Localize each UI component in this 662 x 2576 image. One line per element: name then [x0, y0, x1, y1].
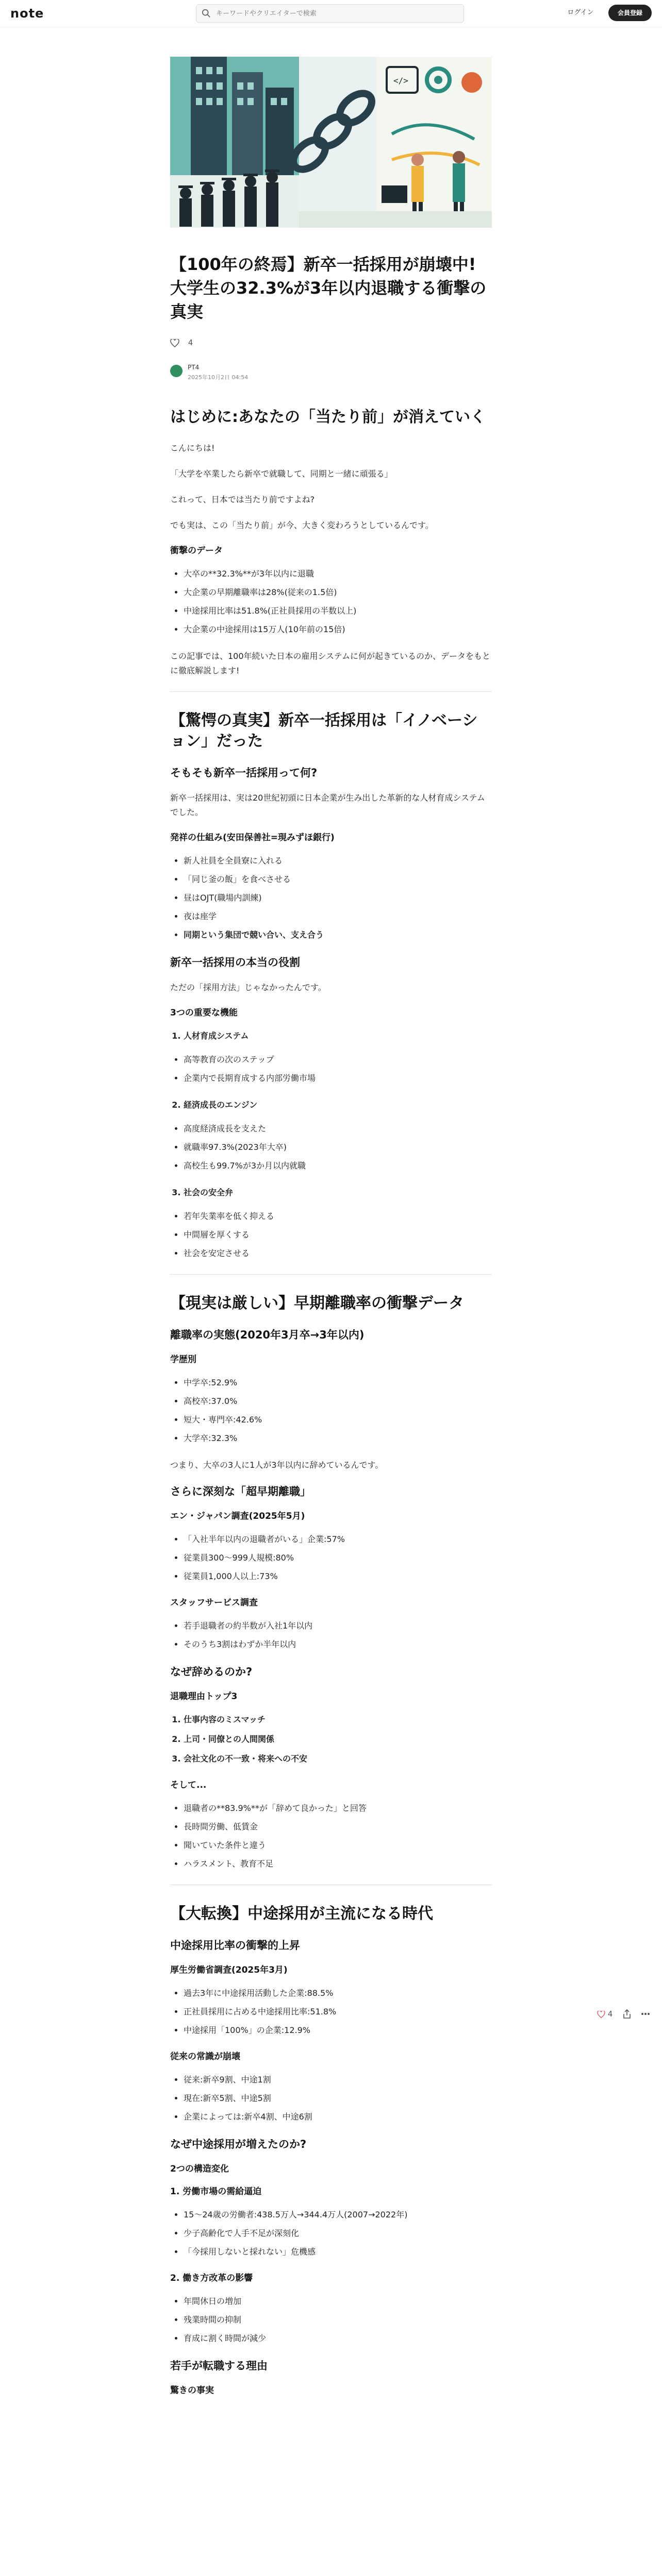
subheading: なぜ辞めるのか?	[170, 1666, 253, 1678]
list-item: • 社会を安定させる	[184, 1246, 492, 1261]
search-box[interactable]	[196, 4, 464, 23]
list-item: • 若年失業率を低く抑える	[184, 1209, 492, 1224]
list-item: • 現在:新卒5割、中途5割	[184, 2091, 492, 2106]
hero-illustration	[170, 57, 492, 228]
function-heading-1	[170, 1029, 492, 1043]
function-heading-3	[170, 1185, 492, 1200]
list-item: • そのうち3割はわずか半年以内	[184, 1637, 492, 1652]
subheading: 厚生労働省調査(2025年3月)	[170, 1965, 288, 1975]
list-item: • ハラスメント、教育不足	[184, 1857, 492, 1871]
subheading: 新卒一括採用の本当の役割	[170, 956, 300, 969]
list-item: • 少子高齢化で人手不足が深刻化	[184, 2226, 492, 2241]
list-item: • 高校卒:37.0%	[184, 1394, 492, 1409]
list-item: 3. 社会の安全弁	[184, 1185, 492, 1200]
subheading: そして...	[170, 1780, 207, 1790]
list-item: • 中途採用比率は51.8%(正社員採用の半数以上)	[184, 604, 492, 618]
search-input[interactable]	[215, 8, 454, 19]
author-name[interactable]: PT4	[188, 364, 200, 371]
education-list	[170, 1376, 492, 1446]
like-count: 4	[188, 338, 193, 347]
list-item: • 過去3年に中途採用活動した企業:88.5%	[184, 1986, 492, 2001]
divider	[170, 691, 492, 692]
list-item: • 就職率97.3%(2023年大卒)	[184, 1140, 492, 1155]
subheading: 発祥の仕組み(安田保善社=現みずほ銀行)	[170, 833, 335, 843]
list-item: • 大企業の中途採用は15万人(10年前の15倍)	[184, 622, 492, 637]
list-item: • 「入社半年以内の退職者がいる」企業:57%	[184, 1532, 492, 1547]
function-list-3	[170, 1209, 492, 1261]
list-item: 2. 上司・同僚との人間関係	[184, 1732, 492, 1747]
list-item: • 中学卒:52.9%	[184, 1376, 492, 1390]
list-item: • 年間休日の増加	[184, 2294, 492, 2309]
note-logo[interactable]: note	[10, 6, 44, 21]
section-heading: 【大転換】中途採用が主流になる時代	[170, 1905, 433, 1923]
staff-service-list	[170, 1619, 492, 1652]
list-item: • 高校生も99.7%が3か月以内就職	[184, 1159, 492, 1173]
like-counter[interactable]	[170, 338, 492, 349]
subheading: 2. 働き方改革の影響	[170, 2273, 253, 2283]
section-heading: 【驚愕の真実】新卒一括採用は「イノベーション」だった	[170, 711, 478, 750]
list-item: • 高等教育の次のステップ	[184, 1053, 492, 1067]
list-item: • 高度経済成長を支えた	[184, 1122, 492, 1136]
list-item: • 中間層を厚くする	[184, 1228, 492, 1242]
list-item: 1. 人材育成システム	[184, 1029, 492, 1043]
list-item: • 短大・専門卒:42.6%	[184, 1413, 492, 1427]
side-like-count: 4	[607, 2009, 613, 2019]
subheading: 若手が転職する理由	[170, 2360, 268, 2372]
reasons-list	[170, 1713, 492, 1766]
subheading: 驚きの事実	[170, 2385, 214, 2396]
paragraph: こんにちは!	[170, 443, 215, 453]
list-item: • 育成に割く時間が減少	[184, 2331, 492, 2346]
subheading: 3つの重要な機能	[170, 1008, 238, 1018]
list-item: 2. 経済成長のエンジン	[184, 1098, 492, 1112]
list-item: • 企業によっては:新卒4割、中途6割	[184, 2110, 492, 2124]
list-item: • 中途採用「100%」の企業:12.9%	[184, 2023, 492, 2038]
list-item: • 大学卒:32.3%	[184, 1431, 492, 1446]
list-item: • 大企業の早期離職率は28%(従来の1.5倍)	[184, 585, 492, 600]
paragraph: つまり、大卒の3人に1人が3年以内に辞めているんです。	[170, 1460, 384, 1470]
section-heading: 【現実は厳しい】早期離職率の衝撃データ	[170, 1294, 464, 1312]
subheading: 学歴別	[170, 1354, 196, 1365]
heart-icon[interactable]	[597, 2011, 605, 2018]
article-body	[170, 252, 492, 2406]
subheading: そもそも新卒一括採用って何?	[170, 767, 318, 779]
list-item: • 大卒の**32.3%**が3年以内に退職	[184, 567, 492, 581]
author-block[interactable]	[170, 363, 492, 383]
side-like-button[interactable]	[597, 2009, 613, 2019]
article-title: 【100年の終焉】新卒一括採用が崩壊中!大学生の32.3%が3年以内退職する衝撃の真実	[170, 255, 487, 321]
floating-actions	[597, 2008, 654, 2022]
subheading: なぜ中途採用が増えたのか?	[170, 2138, 307, 2150]
paragraph: 新卒一括採用は、実は20世紀初頭に日本企業が生み出した革新的な人材育成システムでした。	[170, 793, 485, 817]
heart-icon[interactable]	[170, 339, 179, 347]
paragraph: 「大学を卒業したら新卒で就職して、同期と一緒に頑張る」	[170, 469, 393, 479]
subheading: スタッフサービス調査	[170, 1598, 258, 1608]
list-item: • 夜は座学	[184, 909, 492, 924]
list-item: • 「今採用しないと採れない」危機感	[184, 2245, 492, 2259]
subheading: 衝撃のデータ	[170, 546, 223, 556]
work-reform-list	[170, 2294, 492, 2346]
and-then-list	[170, 1801, 492, 1871]
subheading: 離職率の実態(2020年3月卒→3年以内)	[170, 1329, 365, 1341]
en-japan-list	[170, 1532, 492, 1584]
subheading: エン・ジャパン調査(2025年5月)	[170, 1511, 305, 1521]
paragraph: これって、日本では当たり前ですよね?	[170, 495, 315, 504]
subheading: 2つの構造変化	[170, 2164, 229, 2174]
list-item: • 新人社員を全員寮に入れる	[184, 854, 492, 868]
list-item: • 従業員1,000人以上:73%	[184, 1569, 492, 1584]
svg-text:</>: </>	[393, 76, 408, 86]
list-item: • 15〜24歳の労働者:438.5万人→344.4万人(2007→2022年)	[184, 2208, 492, 2222]
subheading: 1. 労働市場の需給逼迫	[170, 2187, 262, 2197]
list-item: • 同期という集団で競い合い、支え合う	[184, 928, 492, 942]
paragraph: でも実は、この「当たり前」が今、大きく変わろうとしているんです。	[170, 520, 434, 530]
subheading: 従来の常識が崩壊	[170, 2052, 240, 2062]
search-icon	[202, 9, 211, 18]
labor-market-list	[170, 2208, 492, 2259]
share-icon[interactable]	[622, 2009, 632, 2019]
list-item: • 退職者の**83.9%**が「辞めて良かった」と回答	[184, 1801, 492, 1816]
top-header	[0, 0, 662, 27]
function-list-1	[170, 1053, 492, 1086]
mhlw-list	[170, 1986, 492, 2038]
paragraph: ただの「採用方法」じゃなかったんです。	[170, 982, 326, 992]
list-item: • 従来:新卒9割、中途1割	[184, 2073, 492, 2087]
function-list-2	[170, 1122, 492, 1173]
list-item: • 従業員300〜999人規模:80%	[184, 1551, 492, 1565]
list-item: • 企業内で長期育成する内部労働市場	[184, 1071, 492, 1086]
list-item: • 聞いていた条件と違う	[184, 1838, 492, 1853]
subheading: さらに深刻な「超早期離職」	[170, 1485, 311, 1498]
more-icon[interactable]	[640, 2009, 651, 2019]
signup-button[interactable]: 会員登録	[608, 5, 652, 21]
divider	[170, 1274, 492, 1275]
list-item: • 昼はOJT(職場内訓練)	[184, 891, 492, 905]
avatar[interactable]	[170, 365, 183, 377]
data-list	[170, 567, 492, 637]
list-item: • 残業時間の抑制	[184, 2313, 492, 2327]
origin-list	[170, 854, 492, 942]
list-item: • 「同じ釜の飯」を食べさせる	[184, 872, 492, 887]
list-item: • 長時間労働、低賃金	[184, 1820, 492, 1834]
list-item: 3. 会社文化の不一致・将来への不安	[184, 1752, 492, 1766]
common-sense-list	[170, 2073, 492, 2124]
section-heading: はじめに:あなたの「当たり前」が消えていく	[170, 408, 486, 426]
function-heading-2	[170, 1098, 492, 1112]
login-button[interactable]: ログイン	[567, 9, 594, 16]
list-item: 1. 仕事内容のミスマッチ	[184, 1713, 492, 1727]
list-item: • 正社員採用に占める中途採用比率:51.8%	[184, 2005, 492, 2019]
subheading: 退職理由トップ3	[170, 1691, 238, 1702]
subheading: 中途採用比率の衝撃的上昇	[170, 1939, 300, 1952]
paragraph: この記事では、100年続いた日本の雇用システムに何が起きているのか、データをもとに徹底解説します!	[170, 651, 490, 675]
list-item: • 若手退職者の約半数が入社1年以内	[184, 1619, 492, 1633]
post-date: 2025年10月2日 04:54	[188, 374, 249, 381]
